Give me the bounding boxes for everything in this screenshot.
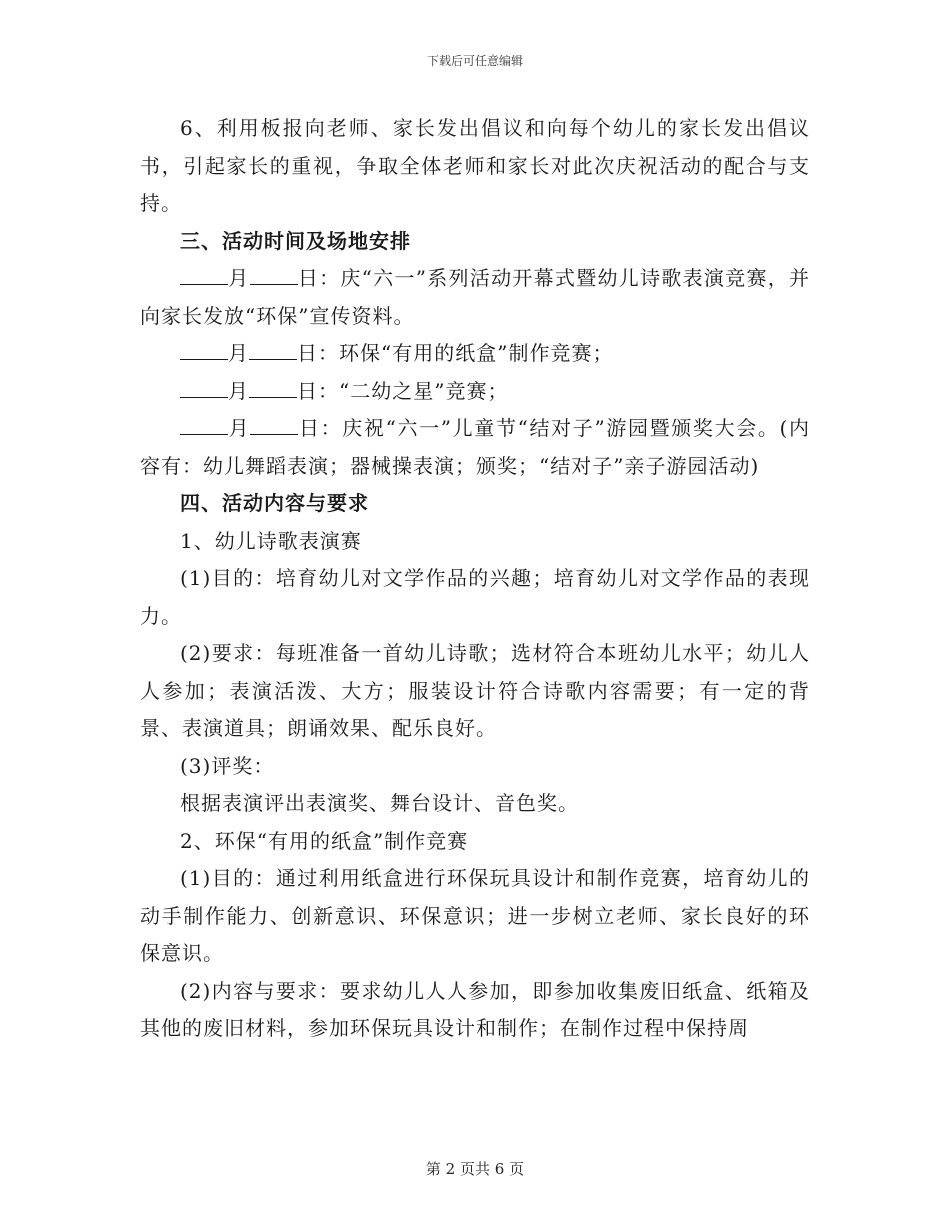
blank-day [250, 266, 298, 285]
blank-day [250, 416, 298, 435]
document-body [140, 110, 810, 1048]
section-heading-3: 三、活动时间及场地安排 [180, 228, 411, 253]
paragraph-6: 6、利用板报向老师、家长发出倡议和向每个幼儿的家长发出倡议书，引起家长的重视，争取全体老师和家长对此次庆祝活动的配合与支持。 [140, 116, 810, 215]
section-heading-4: 四、活动内容与要求 [180, 491, 369, 515]
item-1-awards: (3)评奖： [180, 753, 275, 778]
item-2-goal: (1)目的：通过利用纸盒进行环保玩具设计和制作竞赛，培育幼儿的动手制作能力、创新意识、环保意识；进一步树立老师、家长良好的环保意识。 [140, 866, 810, 965]
schedule-item-2: 月 日：环保“有用的纸盒”制作竞赛； [140, 335, 810, 373]
item-1-requirements: (2)要求：每班准备一首幼儿诗歌；选材符合本班幼儿水平；幼儿人人参加；表演活泼、大方；服装设计符合诗歌内容需要；有一定的背景、表演道具；朗诵效果、配乐良好。 [140, 641, 810, 740]
blank-month [180, 379, 228, 398]
item-1-awards-text: 根据表演评出表演奖、舞台设计、音色奖。 [180, 791, 579, 815]
blank-month [180, 341, 228, 360]
item-2-requirements: (2)内容与要求：要求幼儿人人参加，即参加收集废旧纸盒、纸箱及其他的废旧材料，参加环保玩具设计和制作；在制作过程中保持周 [140, 978, 810, 1040]
item-1-title: 1、幼儿诗歌表演赛 [180, 528, 362, 553]
blank-day [249, 379, 297, 398]
item-2-title: 2、环保“有用的纸盒”制作竞赛 [180, 828, 469, 853]
blank-day [249, 341, 297, 360]
page-footer: 第 2 页共 6 页 [425, 1160, 525, 1178]
schedule-item-3: 月 日：“二幼之星”竞赛； [140, 373, 810, 411]
schedule-item-1: 月 日：庆“六一”系列活动开幕式暨幼儿诗歌表演竞赛，并向家长发放“环保”宣传资料。 [140, 266, 810, 328]
blank-month [180, 266, 228, 285]
item-1-goal: (1)目的：培育幼儿对文学作品的兴趣；培育幼儿对文学作品的表现力。 [140, 566, 810, 628]
blank-month [180, 416, 228, 435]
schedule-item-4: 月 日：庆祝“六一”儿童节“结对子”游园暨颁奖大会。(内容有：幼儿舞蹈表演；器械操表演；颁奖；“结对子”亲子游园活动) [140, 416, 811, 478]
page-header: 下载后可任意编辑 [426, 54, 523, 68]
